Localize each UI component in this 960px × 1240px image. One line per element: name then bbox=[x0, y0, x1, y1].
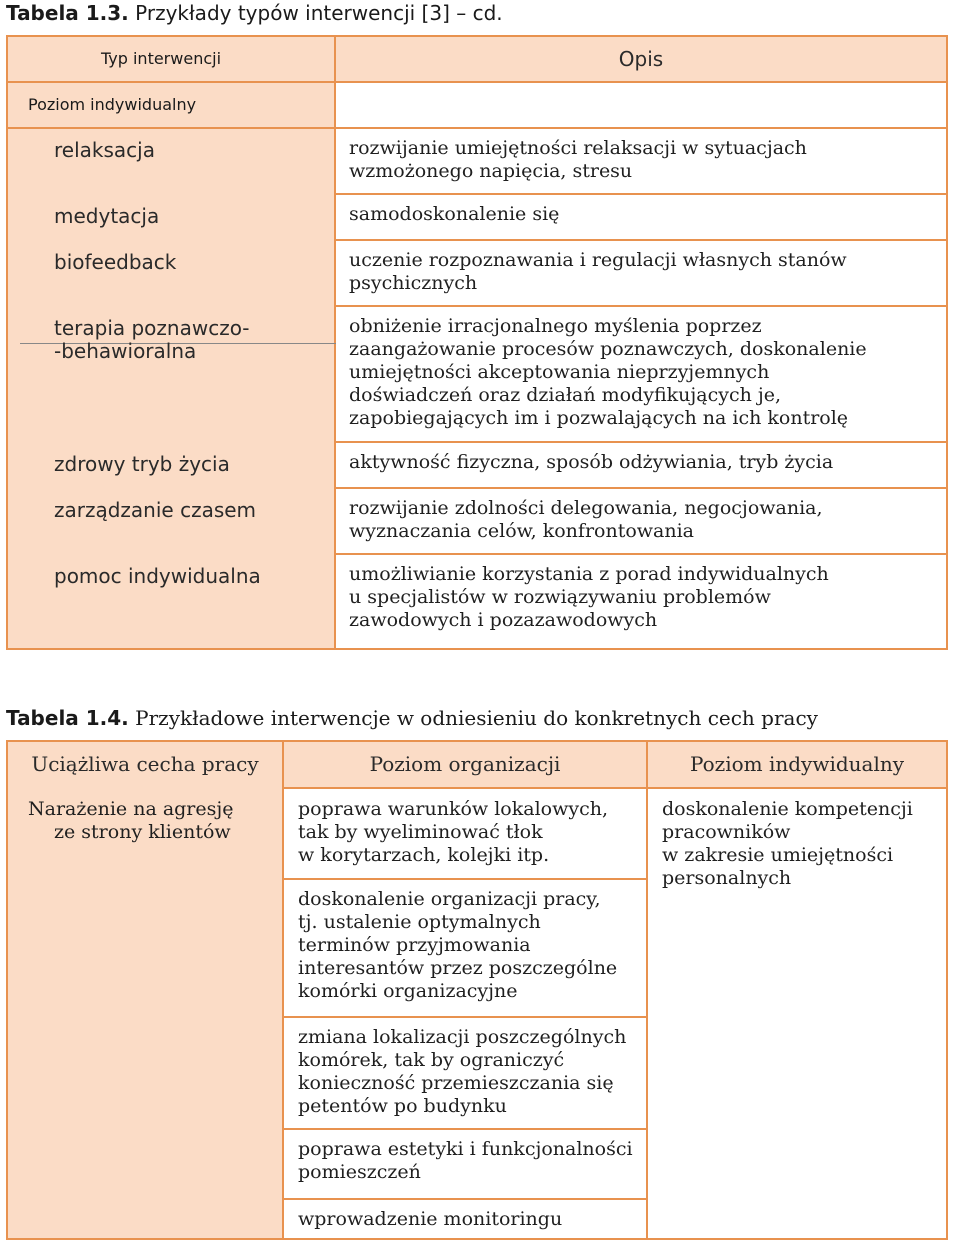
table-row bbox=[8, 307, 946, 443]
desc-line: doświadczeń oraz działań modyfikujących je, bbox=[349, 384, 782, 406]
desc-line: zapobiegających im i pozwalających na ich kontrolę bbox=[349, 407, 849, 429]
table-caption-1-3 bbox=[6, 1, 503, 25]
org-item-line: pomieszczeń bbox=[298, 1161, 421, 1183]
org-item-line: wprowadzenie monitoringu bbox=[298, 1208, 563, 1230]
caption-number: Tabela 1.4. bbox=[6, 706, 129, 730]
org-item-line: poprawa estetyki i funkcjonalności bbox=[298, 1138, 633, 1160]
org-item-line: w korytarzach, kolejki itp. bbox=[298, 844, 550, 866]
org-item-line: interesantów przez poszczególne bbox=[298, 957, 618, 979]
desc-line: zaangażowanie procesów poznawczych, doskonalenie bbox=[349, 338, 867, 360]
org-item-line: tak by wyeliminować tłok bbox=[298, 821, 543, 843]
org-item-line: petentów po budynku bbox=[298, 1095, 507, 1117]
type-cell bbox=[8, 489, 334, 555]
table-row bbox=[8, 443, 946, 489]
org-item-line: komórki organizacyjne bbox=[298, 980, 518, 1002]
individual-line: pracowników bbox=[662, 821, 791, 843]
feature-line-2: ze strony klientów bbox=[54, 821, 231, 843]
desc-cell bbox=[336, 443, 946, 489]
desc-line: umożliwianie korzystania z porad indywidualnych bbox=[349, 563, 829, 585]
individual-line: personalnych bbox=[662, 867, 792, 889]
org-item-line: tj. ustalenie optymalnych bbox=[298, 911, 541, 933]
type-cell bbox=[8, 195, 334, 241]
feature-column bbox=[8, 787, 282, 1238]
org-item-line: zmiana lokalizacji poszczególnych bbox=[298, 1026, 627, 1048]
type-cell bbox=[8, 443, 334, 489]
table-row bbox=[8, 195, 946, 241]
desc-line: umiejętności akceptowania nieprzyjemnych bbox=[349, 361, 770, 383]
caption-title: Przykłady typów interwencji [3] – cd. bbox=[128, 1, 503, 25]
header-desc: Opis bbox=[618, 47, 664, 71]
desc-line: wyznaczania celów, konfrontowania bbox=[349, 520, 695, 542]
type-cell bbox=[8, 241, 334, 307]
desc-line: aktywność fizyczna, sposób odżywiania, tryb życia bbox=[349, 451, 834, 473]
org-item-line: doskonalenie organizacji pracy, bbox=[298, 888, 601, 910]
type-cell bbox=[8, 307, 334, 443]
type-label: pomoc indywidualna bbox=[54, 564, 261, 588]
header-feature: Uciążliwa cecha pracy bbox=[8, 742, 282, 787]
desc-line: rozwijanie umiejętności relaksacji w sytuacjach bbox=[349, 137, 807, 159]
header-individual: Poziom indywidualny bbox=[648, 742, 946, 787]
desc-cell bbox=[336, 555, 946, 648]
type-cell bbox=[8, 555, 334, 648]
type-label: zarządzanie czasem bbox=[54, 498, 257, 522]
table-caption-1-4 bbox=[6, 706, 818, 730]
desc-cell bbox=[336, 489, 946, 555]
table-1-4 bbox=[6, 740, 948, 1240]
table-row bbox=[8, 129, 946, 195]
type-label: biofeedback bbox=[54, 250, 177, 274]
header-org: Poziom organizacji bbox=[284, 742, 646, 787]
org-item-line: poprawa warunków lokalowych, bbox=[298, 798, 608, 820]
table-row bbox=[8, 555, 946, 648]
feature-line-1: Narażenie na agresję bbox=[28, 798, 234, 820]
individual-line: doskonalenie kompetencji bbox=[662, 798, 913, 820]
table-row bbox=[8, 489, 946, 555]
header-type: Typ interwencji bbox=[100, 49, 222, 68]
desc-line: u specjalistów w rozwiązywaniu problemów bbox=[349, 586, 771, 608]
desc-cell bbox=[336, 195, 946, 241]
desc-line: wzmożonego napięcia, stresu bbox=[349, 160, 633, 182]
table-row bbox=[8, 241, 946, 307]
org-item-line: konieczność przemieszczania się bbox=[298, 1072, 614, 1094]
level-label: Poziom indywidualny bbox=[28, 95, 197, 114]
desc-line: obniżenie irracjonalnego myślenia poprzez bbox=[349, 315, 762, 337]
desc-line: psychicznych bbox=[349, 272, 478, 294]
org-item-line: terminów przyjmowania bbox=[298, 934, 531, 956]
desc-line: samodoskonalenie się bbox=[349, 203, 560, 225]
type-label: medytacja bbox=[54, 204, 160, 228]
type-label: -behawioralna bbox=[54, 339, 197, 363]
type-label: terapia poznawczo- bbox=[54, 316, 250, 340]
desc-line: rozwijanie zdolności delegowania, negocjowania, bbox=[349, 497, 823, 519]
desc-cell bbox=[336, 241, 946, 307]
individual-line: w zakresie umiejętności bbox=[662, 844, 894, 866]
caption-number: Tabela 1.3. bbox=[6, 1, 129, 25]
table-1-3 bbox=[6, 35, 948, 650]
caption-title: Przykładowe interwencje w odniesieniu do konkretnych cech pracy bbox=[128, 706, 818, 730]
desc-cell bbox=[336, 129, 946, 195]
org-item-line: komórek, tak by ograniczyć bbox=[298, 1049, 565, 1071]
type-cell bbox=[8, 129, 334, 195]
desc-line: uczenie rozpoznawania i regulacji własnych stanów bbox=[349, 249, 847, 271]
desc-line: zawodowych i pozazawodowych bbox=[349, 609, 658, 631]
desc-cell bbox=[336, 307, 946, 443]
type-label: relaksacja bbox=[54, 138, 155, 162]
type-label: zdrowy tryb życia bbox=[54, 452, 230, 476]
